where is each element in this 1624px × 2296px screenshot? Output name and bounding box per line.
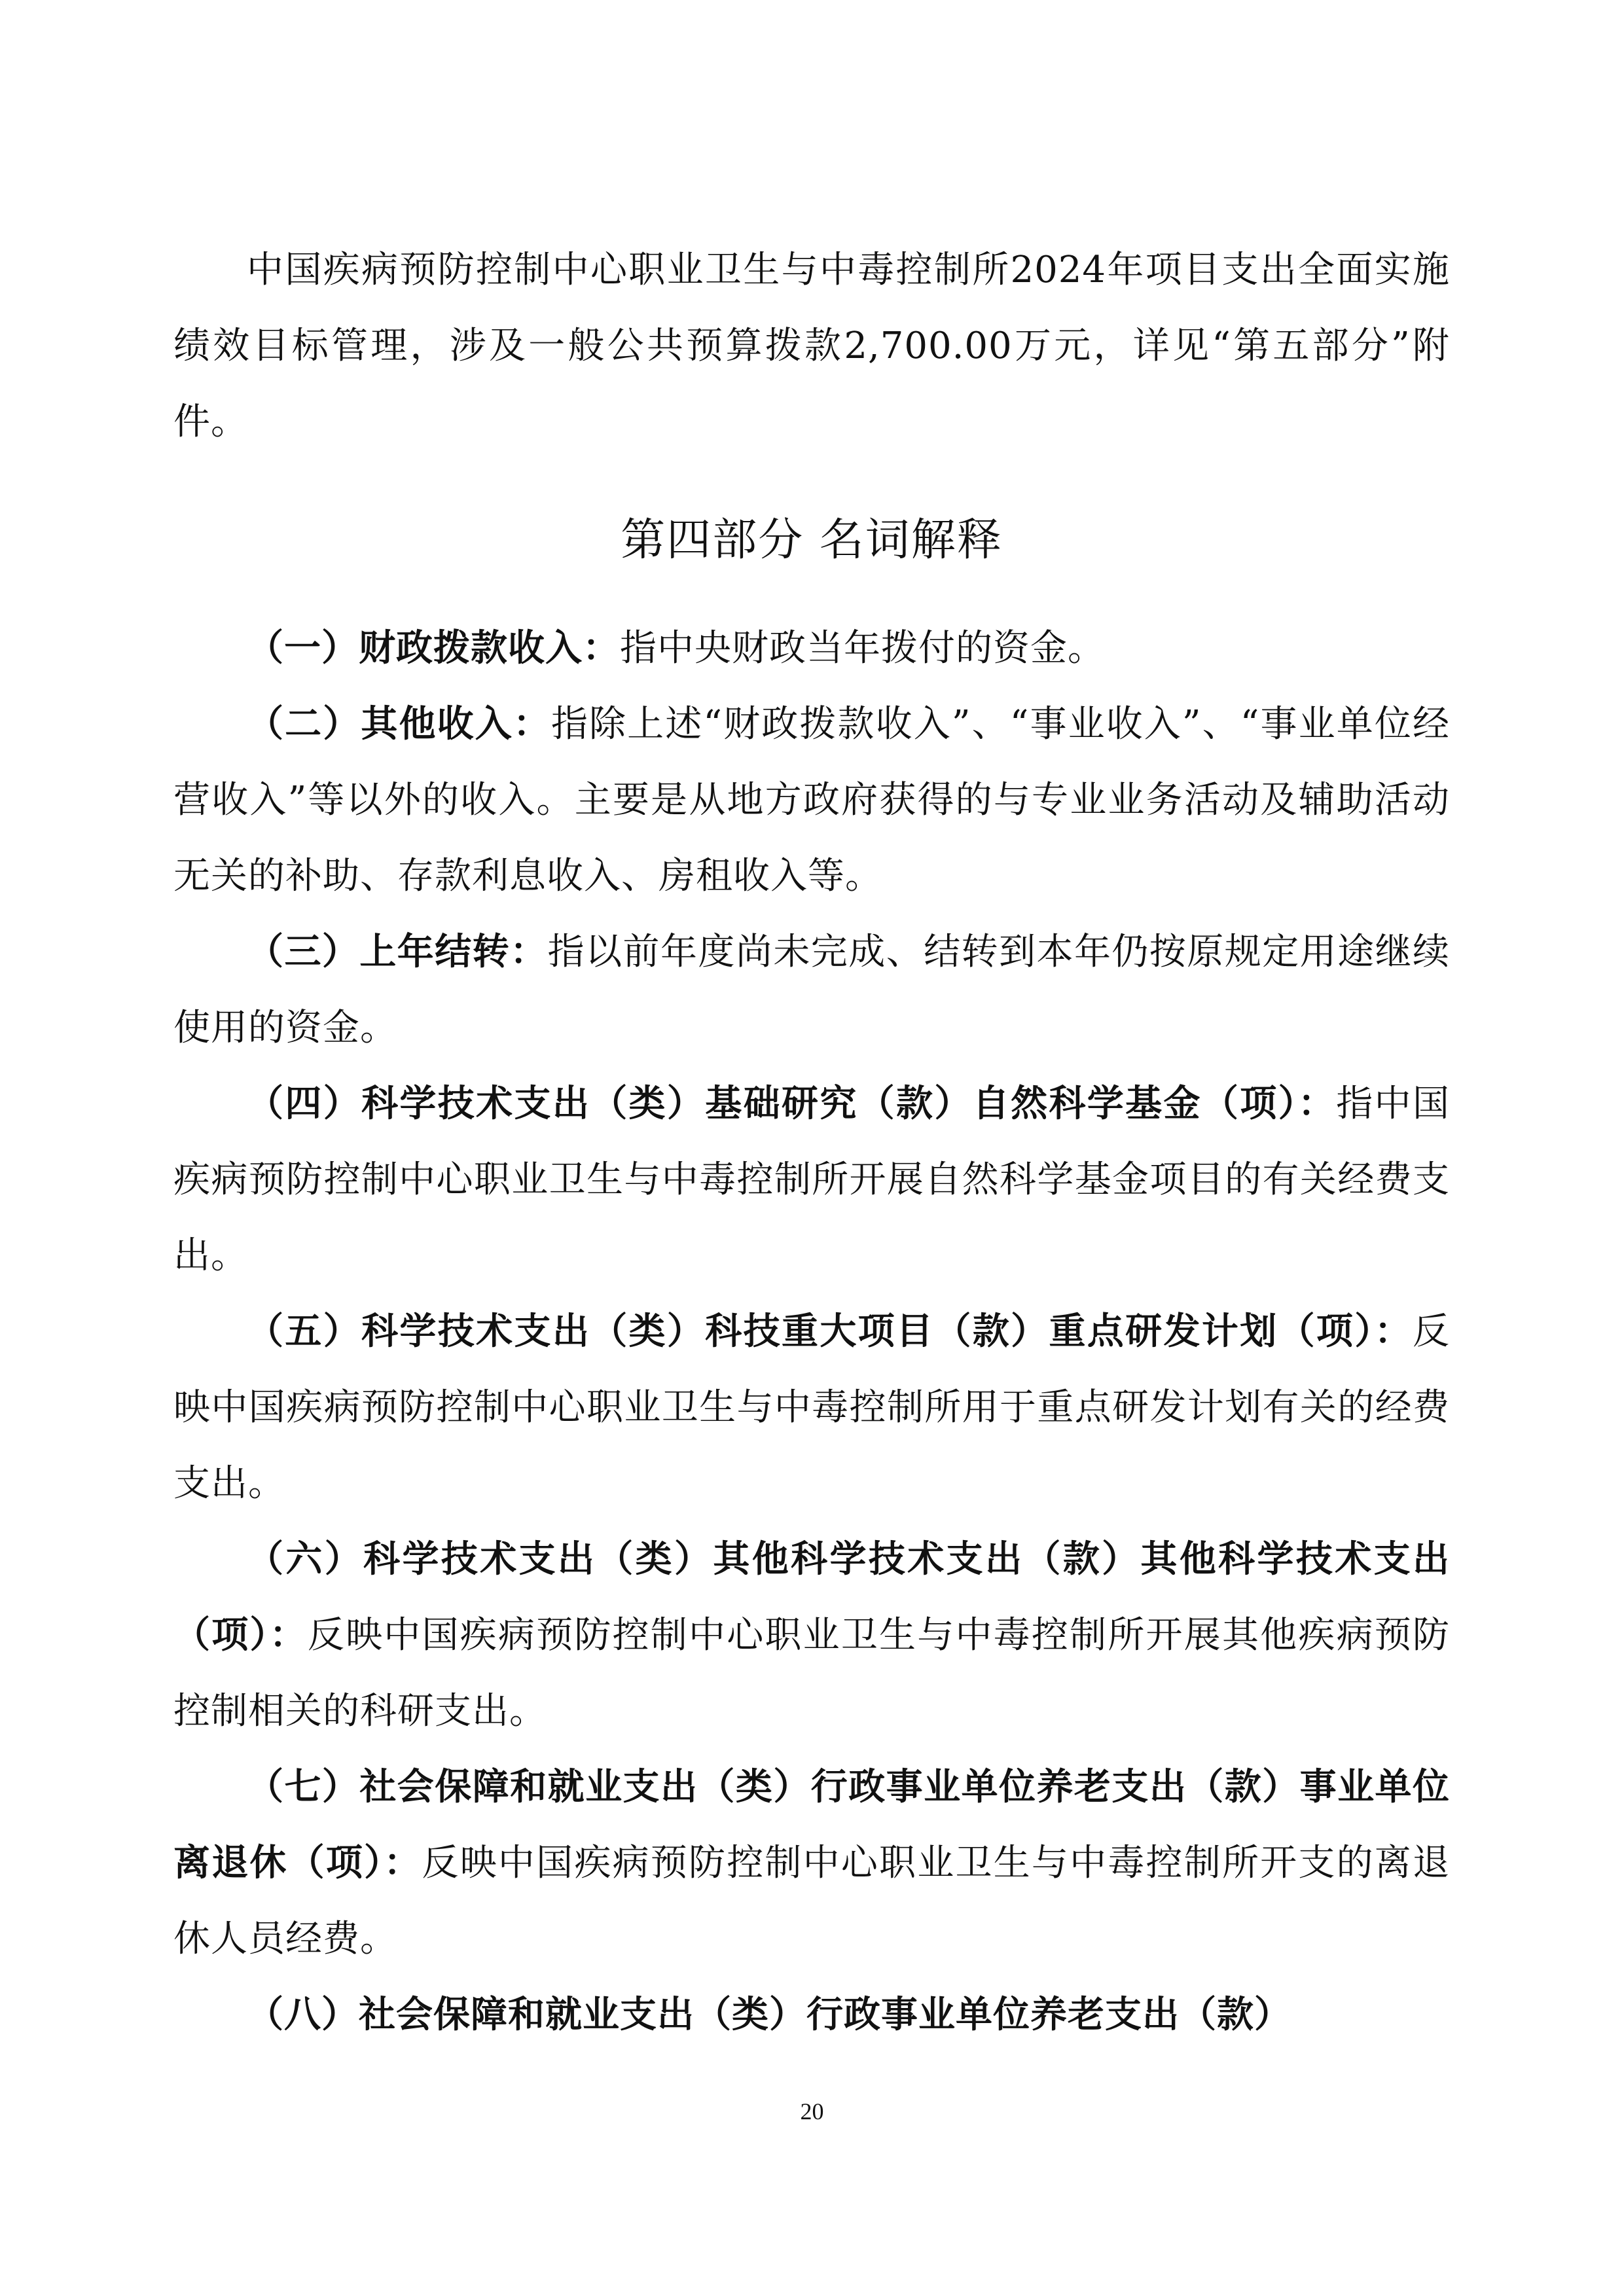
definition-item-5 bbox=[173, 1294, 1450, 1522]
page-number: 20 bbox=[800, 2098, 824, 2125]
definition-term: （四）科学技术支出（类）基础研究（款）自然科学基金（项）： bbox=[247, 1083, 1337, 1125]
definition-item-4 bbox=[173, 1066, 1450, 1294]
definition-term: （五）科学技术支出（类）科技重大项目（款）重点研发计划（项）： bbox=[247, 1310, 1413, 1353]
definition-item-1 bbox=[173, 611, 1450, 687]
definition-text: 指以前年度尚未完成、结转到本年仍按原规定用途继续使用的资金。 bbox=[173, 931, 1451, 1049]
page-content bbox=[173, 232, 1450, 2053]
definition-text: 指中央财政当年拨付的资金。 bbox=[620, 627, 1105, 670]
section-heading: 第四部分 名词解释 bbox=[621, 514, 1003, 566]
definition-term: （六）科学技术支出（类）其他科学技术支出（款）其他科学技术支出（项）： bbox=[173, 1538, 1450, 1657]
definition-item-6 bbox=[173, 1522, 1450, 1749]
intro-paragraph: 中国疾病预防控制中心职业卫生与中毒控制所2024年项目支出全面实施绩效目标管理，涉及一般公共预算拨款2,700.00万元，详见“第五部分”附件。 bbox=[173, 249, 1450, 443]
definition-term: （二）其他收入： bbox=[247, 703, 551, 745]
definition-term: （一）财政拨款收入： bbox=[247, 627, 620, 670]
definition-item-2 bbox=[173, 687, 1450, 914]
definition-text: 反映中国疾病预防控制中心职业卫生与中毒控制所用于重点研发计划有关的经费支出。 bbox=[173, 1310, 1450, 1505]
definition-item-7 bbox=[173, 1749, 1450, 1977]
definition-term: （七）社会保障和就业支出（类）行政事业单位养老支出（款）事业单位离退休（项）： bbox=[173, 1766, 1450, 1884]
definition-item-3 bbox=[173, 914, 1450, 1066]
definition-term: （八）社会保障和就业支出（类）行政事业单位养老支出（款） bbox=[247, 1994, 1291, 2036]
definition-text: 反映中国疾病预防控制中心职业卫生与中毒控制所开支的离退休人员经费。 bbox=[173, 1842, 1451, 1960]
definition-text: 指除上述“财政拨款收入”、“事业收入”、“事业单位经营收入”等以外的收入。主要是从地方政府获得的与专业业务活动及辅助活动无关的补助、存款利息收入、房租收入等。 bbox=[173, 703, 1450, 897]
definition-term: （三）上年结转： bbox=[247, 931, 548, 973]
definition-text: 反映中国疾病预防控制中心职业卫生与中毒控制所开展其他疾病预防控制相关的科研支出。 bbox=[173, 1614, 1451, 1732]
definition-text: 指中国疾病预防控制中心职业卫生与中毒控制所开展自然科学基金项目的有关经费支出。 bbox=[173, 1083, 1451, 1277]
definition-item-8 bbox=[173, 1977, 1450, 2053]
